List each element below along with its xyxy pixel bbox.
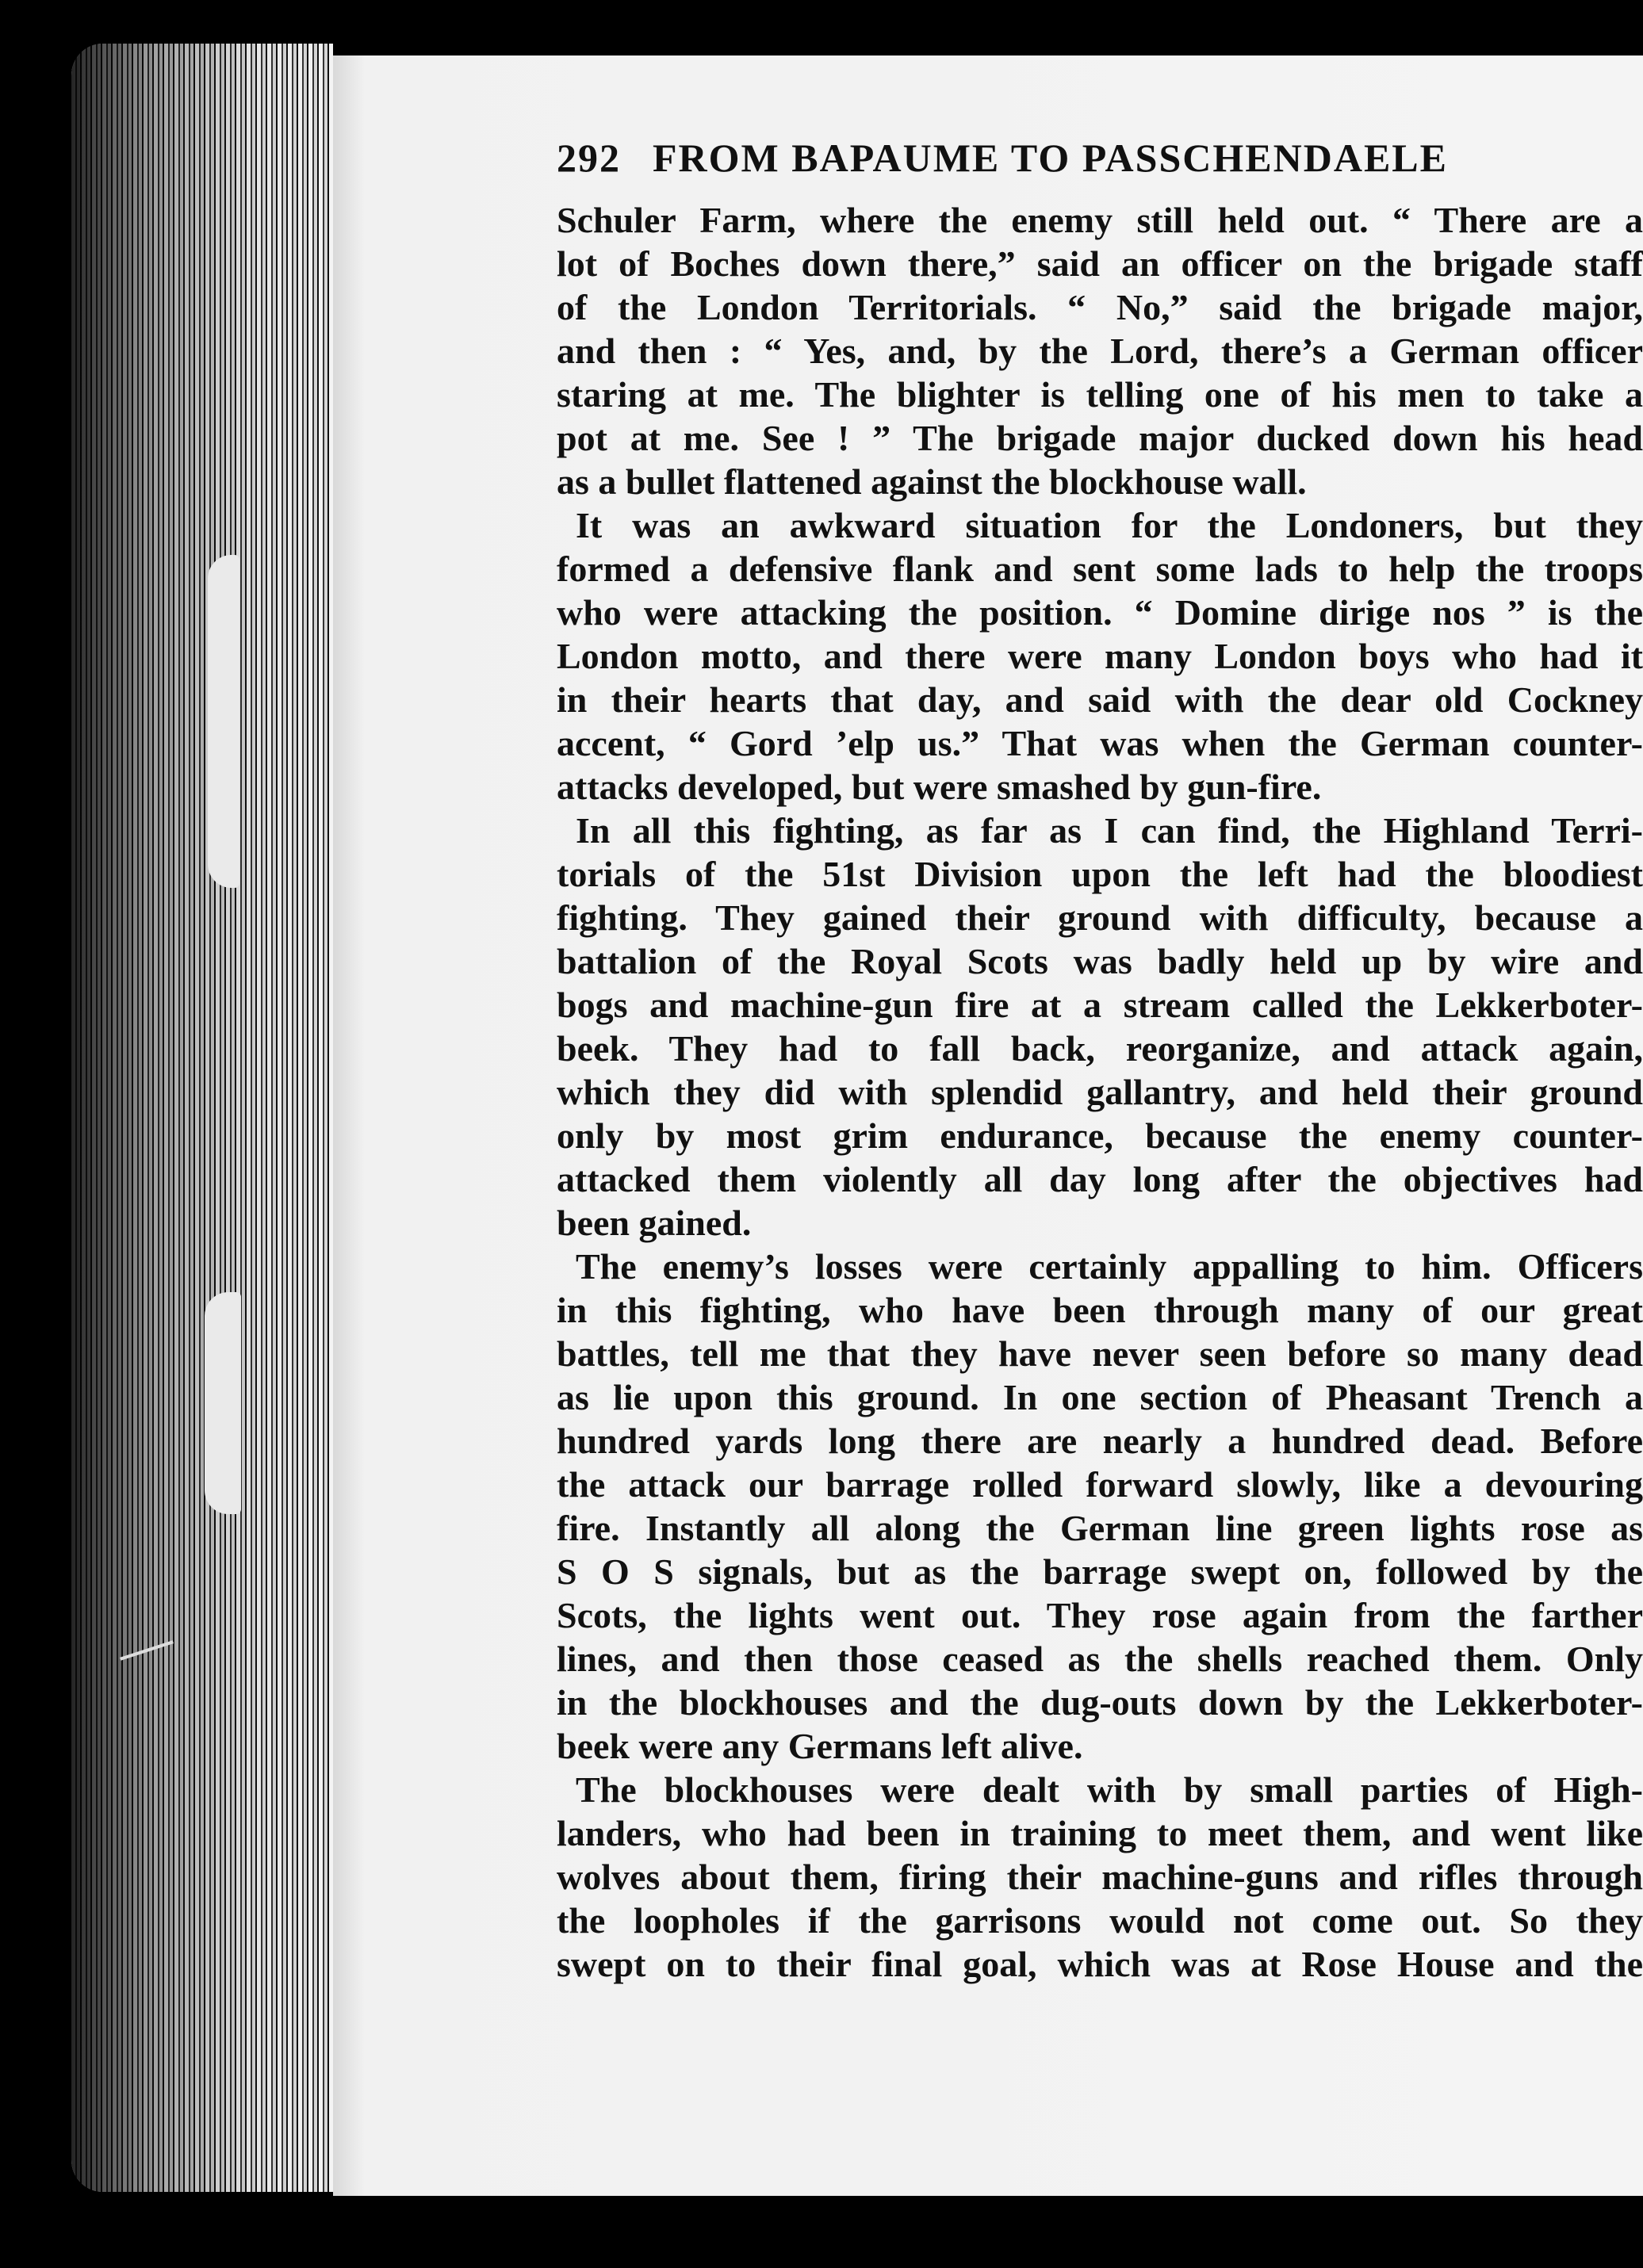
text-line: Schuler Farm, where the enemy still held out. “ There are a xyxy=(557,200,1643,240)
text-line: accent, “ Gord ’elp us.” That was when the German counter- xyxy=(557,723,1643,763)
text-line: London motto, and there were many London boys who had it xyxy=(557,636,1643,676)
text-line: S O S signals, but as the barrage swept on, followed by the xyxy=(557,1551,1643,1592)
text-line: pot at me. See ! ” The brigade major ducked down his head xyxy=(557,418,1643,458)
page-edge-highlight xyxy=(208,555,239,888)
text-line: of the London Territorials. “ No,” said the brigade major, xyxy=(557,287,1643,327)
text-line: beek. They had to fall back, reorganize, and attack again, xyxy=(557,1028,1643,1069)
text-line: wolves about them, firing their machine-guns and rifles through xyxy=(557,1857,1643,1897)
text-line: in this fighting, who have been through many of our great xyxy=(557,1290,1643,1330)
text-line: lot of Boches down there,” said an officer on the brigade staff xyxy=(557,243,1643,284)
text-line: bogs and machine-gun fire at a stream called the Lekkerboter- xyxy=(557,985,1643,1025)
text-line: swept on to their final goal, which was at Rose House and the xyxy=(557,1944,1643,1984)
text-line: fire. Instantly all along the German line green lights rose as xyxy=(557,1508,1643,1548)
text-line: battalion of the Royal Scots was badly held up by wire and xyxy=(557,941,1643,981)
paragraph-first-line: It was an awkward situation for the Londoners, but they xyxy=(576,505,1643,545)
page-edge-highlight xyxy=(205,1292,241,1514)
text-line: and then : “ Yes, and, by the Lord, there’s a German officer xyxy=(557,331,1643,371)
text-line: hundred yards long there are nearly a hundred dead. Before xyxy=(557,1421,1643,1461)
text-line: in their hearts that day, and said with the dear old Cockney xyxy=(557,679,1643,720)
text-line: in the blockhouses and the dug-outs down by the Lekkerboter- xyxy=(557,1682,1643,1723)
running-title: FROM BAPAUME TO PASSCHENDAELE xyxy=(653,136,1448,180)
text-line: Scots, the lights went out. They rose again from the farther xyxy=(557,1595,1643,1635)
text-line: as lie upon this ground. In one section of Pheasant Trench a xyxy=(557,1377,1643,1417)
book-page xyxy=(333,55,1643,2196)
text-line: been gained. xyxy=(557,1203,752,1243)
text-line: attacks developed, but were smashed by gun-fire. xyxy=(557,767,1322,807)
text-line: lines, and then those ceased as the shells reached them. Only xyxy=(557,1639,1643,1679)
text-line: battles, tell me that they have never seen before so many dead xyxy=(557,1333,1643,1374)
text-line: who were attacking the position. “ Domine dirige nos ” is the xyxy=(557,592,1643,633)
text-line: torials of the 51st Division upon the left had the bloodiest xyxy=(557,854,1643,894)
paragraph-first-line: In all this fighting, as far as I can find, the Highland Terri- xyxy=(576,810,1643,851)
text-line: the attack our barrage rolled forward slowly, like a devouring xyxy=(557,1464,1643,1505)
text-line: only by most grim endurance, because the enemy counter- xyxy=(557,1115,1643,1156)
page-number: 292 xyxy=(557,136,621,180)
text-line: beek were any Germans left alive. xyxy=(557,1726,1083,1766)
text-line: as a bullet flattened against the blockhouse wall. xyxy=(557,461,1307,502)
text-line: formed a defensive flank and sent some lads to help the troops xyxy=(557,549,1643,589)
running-head xyxy=(557,135,1643,198)
text-line: fighting. They gained their ground with difficulty, because a xyxy=(557,897,1643,938)
page-text xyxy=(557,135,1643,1986)
fore-edge-shadow xyxy=(71,44,333,2192)
text-line: the loopholes if the garrisons would not come out. So they xyxy=(557,1900,1643,1941)
paragraph-first-line: The enemy’s losses were certainly appalling to him. Officers xyxy=(576,1246,1643,1287)
text-line: landers, who had been in training to meet them, and went like xyxy=(557,1813,1643,1853)
text-line: which they did with splendid gallantry, and held their ground xyxy=(557,1072,1643,1112)
paragraph-first-line: The blockhouses were dealt with by small parties of High- xyxy=(576,1769,1643,1810)
text-line: attacked them violently all day long after the objectives had xyxy=(557,1159,1643,1199)
text-line: staring at me. The blighter is telling one of his men to take a xyxy=(557,374,1643,415)
